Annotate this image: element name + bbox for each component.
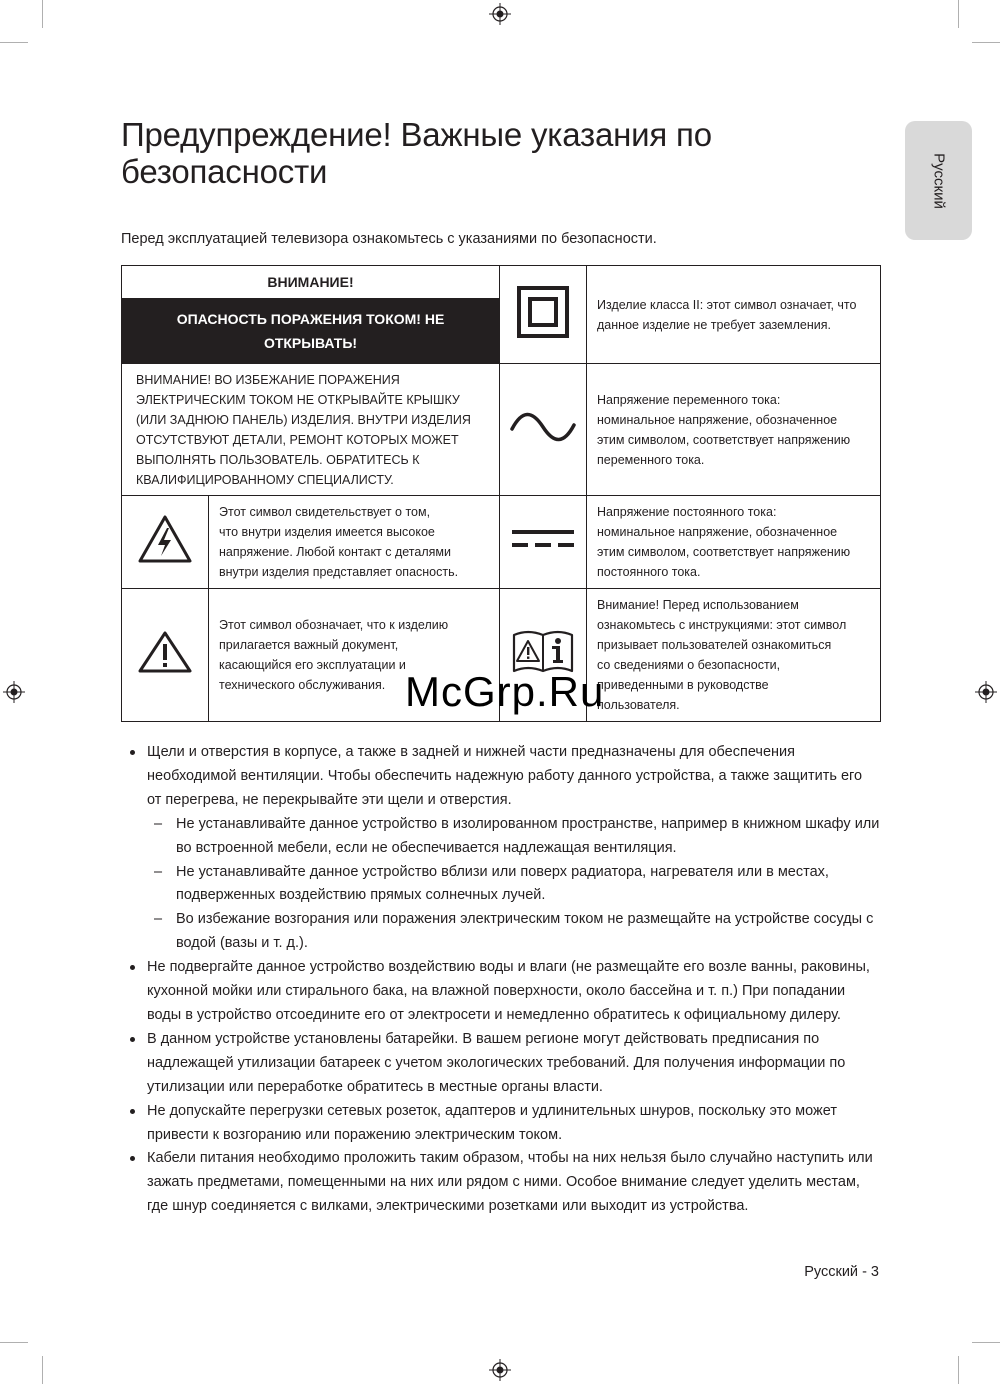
crop-mark — [0, 42, 28, 43]
intro-text: Перед эксплуатацией телевизора ознакомьтесь с указаниями по безопасности. — [121, 231, 657, 247]
text-line: переменного тока. — [597, 452, 705, 467]
text-line: ознакомьтесь с инструкциями: этот символ — [597, 618, 847, 632]
ac-icon-cell — [500, 364, 587, 496]
list-subitem — [128, 861, 880, 909]
warning-text — [122, 364, 500, 496]
text-line: номинальное напряжение, обозначенное — [597, 525, 838, 539]
text-line: ЭЛЕКТРИЧЕСКИМ ТОКОМ НЕ ОТКРЫВАЙТЕ КРЫШКУ — [136, 392, 460, 407]
crop-mark — [958, 1356, 959, 1384]
crop-mark — [958, 0, 959, 28]
text-line: постоянного тока. — [597, 565, 701, 579]
text-line: КВАЛИФИЦИРОВАННОМУ СПЕЦИАЛИСТУ. — [136, 472, 394, 487]
text-line: Этот символ обозначает, что к изделию — [219, 618, 449, 632]
class2-description — [587, 266, 881, 364]
registration-mark-icon — [975, 681, 997, 703]
dash-marker: – — [154, 911, 163, 928]
text-line: Напряжение переменного тока: — [597, 392, 781, 407]
crop-mark — [972, 1342, 1000, 1343]
list-subitem — [128, 908, 880, 956]
text-line: технического обслуживания. — [219, 678, 386, 692]
list-subitem-text: Не устанавливайте данное устройство вблизи или поверх радиатора, нагревателя или в местах, подверженных воздействию прямых солнечных лучей. — [176, 863, 829, 904]
text-line: Этот символ свидетельствует о том, — [219, 505, 431, 519]
dc-description — [587, 496, 881, 589]
safety-symbols-table — [121, 265, 881, 722]
important-doc-icon-cell — [122, 589, 209, 722]
language-tab-label: Русский — [930, 152, 947, 209]
list-item: Не подвергайте данное устройство воздействию воды и влаги (не размещайте его возле ванны, раковины, кухонной мойки или стирального бака, на влажной поверхности, около бассейна и т. п.) При попадании воды в устройство отсоедините его от электросети и немедленно обратитесь к официальному дилеру. — [128, 956, 880, 1028]
text-line: касающийся его эксплуатации и — [219, 658, 406, 672]
registration-mark-icon — [489, 1359, 511, 1381]
exclamation-triangle-icon — [137, 630, 193, 674]
list-item: Щели и отверстия в корпусе, а также в задней и нижней части предназначены для обеспечения необходимой вентиляции. Чтобы обеспечить надежную работу данного устройства, а также защитить его от перегрева, не перекрывайте эти щели и отверстия. — [128, 741, 880, 813]
danger-banner: ОПАСНОСТЬ ПОРАЖЕНИЯ ТОКОМ! НЕ ОТКРЫВАТЬ! — [122, 299, 500, 364]
list-item: В данном устройстве установлены батарейки. В вашем регионе могут действовать предписания по надлежащей утилизации батареек с учетом экологических требований. Для получения информации по утилизации или переработке обратитесь в местные органы власти. — [128, 1028, 880, 1100]
text-line: приведенными в руководстве — [597, 678, 769, 692]
list-subitem — [128, 813, 880, 861]
class2-icon-cell — [500, 266, 587, 364]
dash-marker: – — [154, 815, 163, 832]
text-line: пользователя. — [597, 698, 680, 712]
safety-bullet-list — [128, 741, 880, 1219]
crop-mark — [42, 1356, 43, 1384]
ac-description — [587, 364, 881, 496]
page-title: Предупреждение! Важные указания по безопасности — [121, 116, 712, 190]
warning-title: ВНИМАНИЕ! — [122, 266, 500, 299]
text-line: Изделие класса II: этот символ означает, что — [597, 297, 857, 312]
list-item: Кабели питания необходимо проложить таким образом, чтобы на них нельзя было случайно наступить или зажать предметами, помещенными на них или рядом с ними. Особое внимание следует уделить местам, где шнур соединяется с вилками, электрическими розетками или выходит из устройства. — [128, 1147, 880, 1219]
lightning-triangle-icon — [137, 514, 193, 564]
text-line: прилагается важный документ, — [219, 638, 399, 652]
text-line: Внимание! Перед использованием — [597, 598, 799, 612]
text-line: ВНИМАНИЕ! ВО ИЗБЕЖАНИЕ ПОРАЖЕНИЯ — [136, 372, 400, 387]
watermark: McGrp.Ru — [405, 668, 605, 715]
text-line: этим символом, соответствует напряжению — [597, 432, 851, 447]
crop-mark — [0, 1342, 28, 1343]
crop-mark — [42, 0, 43, 28]
crop-mark — [972, 42, 1000, 43]
text-line: внутри изделия представляет опасность. — [219, 565, 459, 579]
language-tab — [905, 121, 972, 240]
text-line: ВЫПОЛНЯТЬ ПОЛЬЗОВАТЕЛЬ. ОБРАТИТЕСЬ К — [136, 452, 420, 467]
registration-mark-icon — [3, 681, 25, 703]
text-line: призывает пользователей ознакомиться — [597, 638, 832, 652]
high-voltage-icon-cell — [122, 496, 209, 589]
manual-description — [587, 589, 881, 722]
dc-icon-cell — [500, 496, 587, 589]
text-line: этим символом, соответствует напряжению — [597, 545, 851, 559]
text-line: напряжение. Любой контакт с деталями — [219, 545, 451, 559]
text-line: ОТСУТСТВУЮТ ДЕТАЛИ, РЕМОНТ КОТОРЫХ МОЖЕТ — [136, 432, 459, 447]
page-number: Русский - 3 — [804, 1264, 879, 1280]
text-line: со сведениями о безопасности, — [597, 658, 781, 672]
double-square-icon — [517, 286, 569, 338]
sine-wave-icon — [510, 412, 576, 442]
dash-marker: – — [154, 863, 163, 880]
text-line: номинальное напряжение, обозначенное — [597, 412, 838, 427]
text-line: Напряжение постоянного тока: — [597, 505, 777, 519]
list-item: Не допускайте перегрузки сетевых розеток, адаптеров и удлинительных шнуров, поскольку это может привести к возгоранию или поражению электрическим током. — [128, 1100, 880, 1148]
registration-mark-icon — [489, 3, 511, 25]
text-line: что внутри изделия имеется высокое — [219, 525, 435, 539]
list-subitem-text: Не устанавливайте данное устройство в изолированном пространстве, например в книжном шкафу или во встроенной мебели, если не обеспечивается надлежащая вентиляция. — [176, 815, 880, 856]
text-line: данное изделие не требует заземления. — [597, 317, 832, 332]
list-subitem-text: Во избежание возгорания или поражения электрическим током не размещайте на устройстве сосуды с водой (вазы и т. д.). — [176, 911, 874, 952]
high-voltage-description — [209, 496, 500, 589]
text-line: (ИЛИ ЗАДНЮЮ ПАНЕЛЬ) ИЗДЕЛИЯ. ВНУТРИ ИЗДЕЛИЯ — [136, 412, 471, 427]
dc-voltage-icon — [511, 527, 575, 551]
